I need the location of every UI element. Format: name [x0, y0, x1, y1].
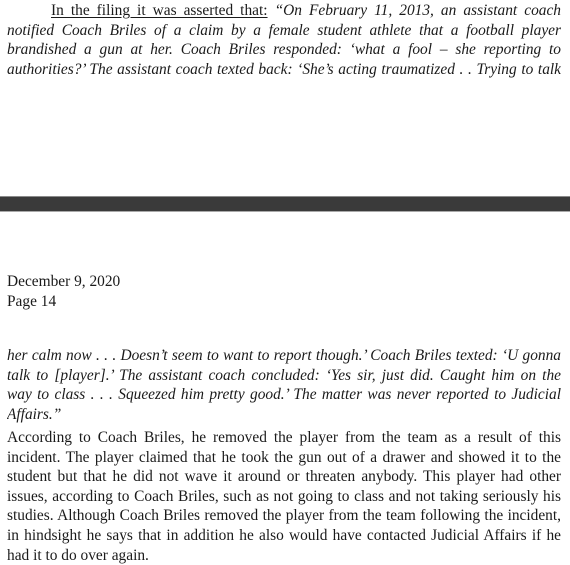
quote-line: “On February 11, 2013, an assistant coach: [274, 2, 561, 19]
filing-lead-underlined: In the filing it was asserted that:: [51, 2, 268, 19]
paragraph-line: incident. The player claimed that he took the gun out of a drawer and showed it to the: [7, 448, 561, 466]
body-paragraph: [7, 428, 561, 565]
quote-line: her calm now . . . Doesn’t seem to want to report though.’ Coach Briles texted: ‘U gonna: [7, 347, 561, 364]
quote-first-line: [7, 1, 561, 21]
page-break-separator: [0, 196, 570, 212]
paragraph-line: in hindsight he says that in addition he also would have contacted Judicial Affairs if he: [7, 526, 561, 544]
quote-line: brandished a gun at her. Coach Briles responded: ‘what a fool – she reporting to: [7, 41, 561, 59]
paragraph-line: had it to do over again.: [7, 546, 149, 564]
paragraph-line: According to Coach Briles, he removed the player from the team as a result of this: [7, 429, 561, 446]
paragraph-line: issues, according to Coach Briles, such as not going to class and not taking seriously his: [7, 487, 561, 505]
quote-line: Affairs.”: [7, 405, 62, 423]
document-page-bottom: [0, 212, 570, 564]
quoted-filing-excerpt-top: [7, 1, 561, 79]
quote-line: talk to [player].’ The assistant coach concluded: ‘Yes sir, just did. Caught him on the: [7, 366, 561, 384]
letter-header-date: December 9, 2020: [7, 273, 121, 290]
quoted-filing-excerpt-continued: [7, 346, 561, 424]
paragraph-line: studies. Although Coach Briles removed the player from the team following the incident,: [7, 507, 561, 525]
document-page-top: [0, 0, 570, 196]
letter-header-page-number: Page 14: [7, 293, 57, 310]
quote-line: way to class . . . Squeezed him pretty good.’ The matter was never reported to Judicial: [7, 386, 561, 404]
quote-line: authorities?’ The assistant coach texted back: ‘She’s acting traumatized . . Trying to talk: [7, 60, 561, 78]
quote-line: notified Coach Briles of a claim by a female student athlete that a football player: [7, 21, 561, 39]
paragraph-line: student but that he did not wave it around or threaten anybody. This player had other: [7, 468, 561, 486]
